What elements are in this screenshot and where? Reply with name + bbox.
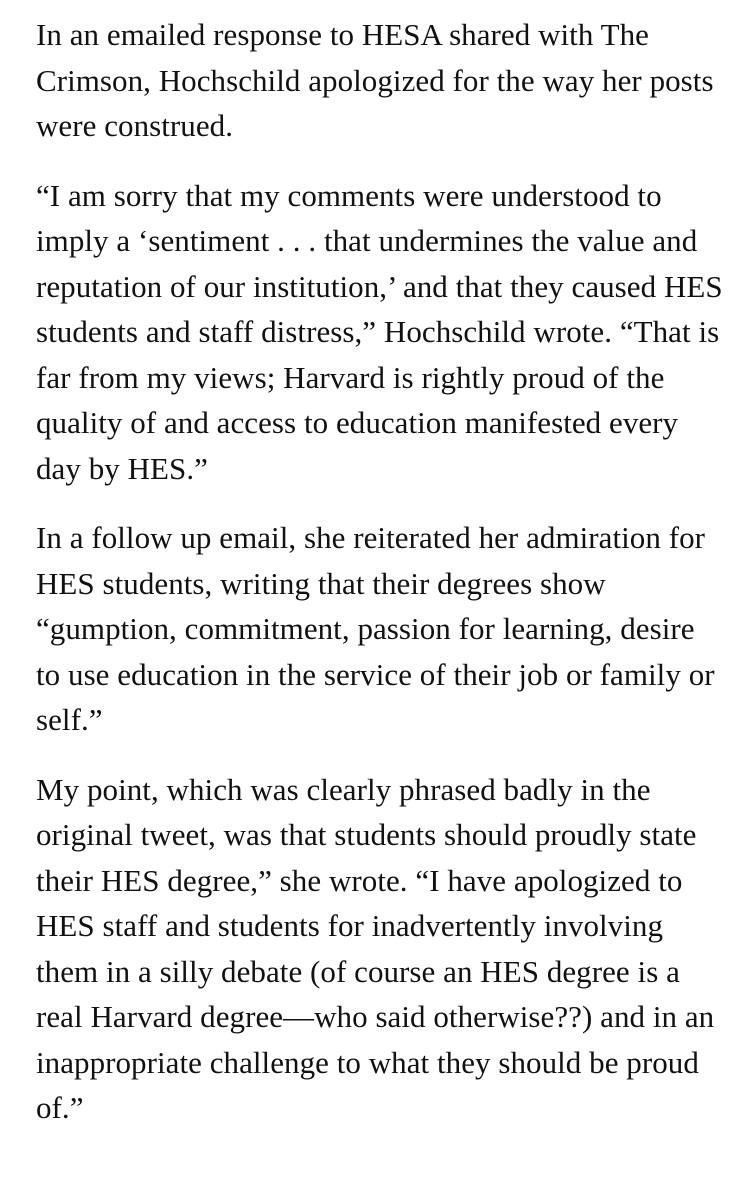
- paragraph-apology-quote: “I am sorry that my comments were understood to imply a ‘sentiment . . . that undermines the value and reputation of our institution,’ and that they caused HES students and staff distress,” Hochschild wrote. “That is far from my views; Harvard is rightly proud of the quality of and access to education manifested every day by HES.”: [36, 177, 723, 486]
- paragraph-emailed-response: In an emailed response to HESA shared with The Crimson, Hochschild apologized for the way her posts were construed.: [36, 17, 714, 143]
- paragraph-follow-up-email: In a follow up email, she reiterated her admiration for HES students, writing that their degrees show “gumption, commitment, passion for learning, desire to use education in the service of their job or family or self.”: [36, 520, 715, 737]
- paragraph-my-point-quote: My point, which was clearly phrased badly in the original tweet, was that students should proudly state their HES degree,” she wrote. “I have apologized to HES staff and students for inadvertently involving them in a silly debate (of course an HES degree is a real Harvard degree—who said otherwise??) and in an inappropriate challenge to what they should be proud of.”: [36, 771, 715, 1125]
- article-body: [36, 12, 726, 1131]
